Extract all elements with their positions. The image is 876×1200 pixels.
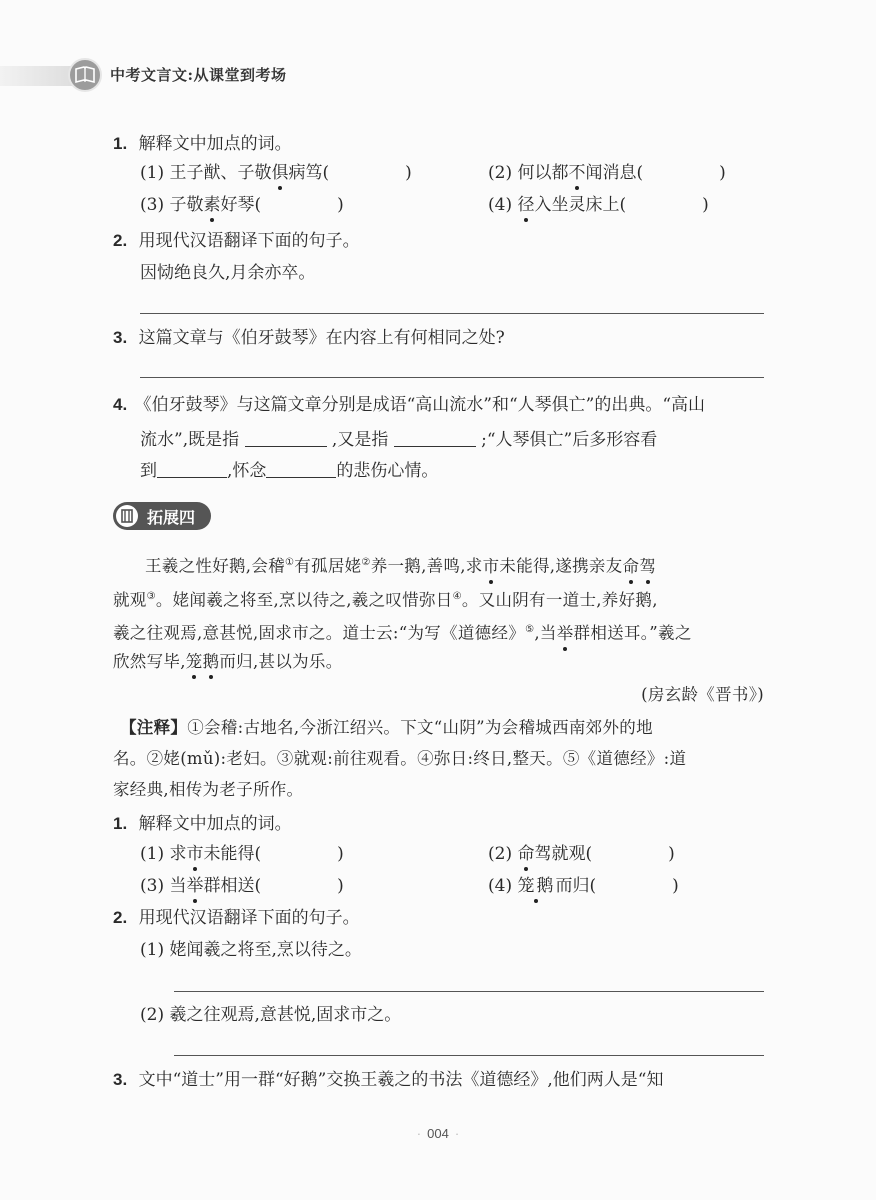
passage-text: 群相送耳。”羲之 xyxy=(573,623,692,643)
dotted-word: 素 xyxy=(203,195,221,215)
dotted-word: 径 xyxy=(517,195,535,215)
paren-close: ) xyxy=(672,876,679,896)
answer-line[interactable] xyxy=(140,313,764,314)
ext-question-3 xyxy=(113,1069,663,1091)
question-prompt: 解释文中加点的词。 xyxy=(138,134,292,154)
question-number: 1. xyxy=(113,814,128,833)
question-number: 2. xyxy=(113,908,128,927)
question-number: 2. xyxy=(113,231,128,250)
item-text: (4) xyxy=(488,195,518,215)
q1-item-1 xyxy=(140,162,412,184)
notes-text: ①会稽:古地名,今浙江绍兴。下文“山阴”为会稽城西南郊外的地 xyxy=(187,718,653,737)
page-dash-left: · xyxy=(416,1126,422,1141)
q4-text: ;“人琴俱亡”后多形容看 xyxy=(481,430,658,450)
answer-line[interactable] xyxy=(174,991,764,992)
item-text: (3) 当 xyxy=(140,876,187,896)
passage-line-1 xyxy=(145,552,656,578)
dotted-word: 笼鹅 xyxy=(517,876,556,896)
q4-line-2 xyxy=(140,428,657,451)
passage-text: 欣然写毕, xyxy=(113,652,186,671)
dotted-word: 鹅 xyxy=(202,652,220,671)
dotted-word: 驾 xyxy=(639,556,657,576)
passage-text: 而归,甚以为乐。 xyxy=(219,652,343,671)
question-prompt: 解释文中加点的词。 xyxy=(138,814,292,834)
passage-line-2 xyxy=(113,586,658,612)
fill-blank[interactable] xyxy=(157,459,227,478)
q4-text: 到 xyxy=(140,461,157,481)
q1-item-3 xyxy=(140,194,344,216)
ext-question-2 xyxy=(113,907,360,929)
item-text: 未能得( xyxy=(203,844,262,864)
dotted-word: 市 xyxy=(186,844,204,864)
page-number: 004 xyxy=(427,1126,449,1141)
q2-sentence: 因恸绝良久,月余亦卒。 xyxy=(140,263,316,283)
passage-text: 羲之往观焉,意甚悦,固求市之。道士云:“为写《道德经》 xyxy=(113,623,526,643)
notes-line-3: 家经典,相传为老子所作。 xyxy=(113,780,304,799)
ext-q1-item-4 xyxy=(488,875,679,897)
note-ref: ③ xyxy=(146,591,156,602)
ext-q1-item-3 xyxy=(140,875,344,897)
answer-line[interactable] xyxy=(140,377,764,378)
ext-q2-sentence-2: (2) 羲之往观焉,意甚悦,固求市之。 xyxy=(140,1005,402,1025)
page-dash-right: · xyxy=(454,1126,460,1141)
dotted-word: 命 xyxy=(517,844,535,864)
question-number: 1. xyxy=(113,134,128,153)
passage-line-4 xyxy=(113,651,343,673)
q4-line-3 xyxy=(140,459,438,482)
passage-text: 就观 xyxy=(113,590,147,610)
item-text: (1) 求 xyxy=(140,844,187,864)
paren-close: ) xyxy=(719,163,726,183)
passage-text: 王羲之性好鹅,会稽 xyxy=(145,556,285,576)
passage-text: 未能得,遂携亲友 xyxy=(499,556,623,576)
question-4 xyxy=(113,394,705,416)
q4-text: ,又是指 xyxy=(331,430,389,450)
ext-q2-sentence-1: (1) 姥闻羲之将至,烹以待之。 xyxy=(140,940,362,960)
dotted-word: 不 xyxy=(568,163,586,183)
q4-text: 流水”,既是指 xyxy=(140,430,240,450)
question-number: 3. xyxy=(113,1070,128,1089)
question-number: 3. xyxy=(113,328,128,347)
dotted-word: 市 xyxy=(482,556,500,576)
dotted-word: 笼 xyxy=(185,652,203,671)
section-badge-label: 拓展四 xyxy=(147,508,196,527)
q4-text: ,怀念 xyxy=(227,461,267,481)
passage-text: 有孤居姥 xyxy=(294,556,362,576)
item-text: 好琴( xyxy=(220,195,262,215)
dotted-word: 举 xyxy=(556,623,574,643)
passage-text: 。姥闻羲之将至,烹以待之,羲之叹惜弥日 xyxy=(155,590,453,610)
item-text: (4) xyxy=(488,876,518,896)
ext-q1-item-1 xyxy=(140,843,344,865)
item-text: 病笃( xyxy=(288,163,330,183)
book-icon xyxy=(116,505,138,527)
question-prompt: 用现代汉语翻译下面的句子。 xyxy=(138,231,360,251)
dotted-word: 举 xyxy=(186,876,204,896)
passage-text: 。又山阴有一道士,养好鹅, xyxy=(461,590,658,610)
passage-text: ,当 xyxy=(534,623,557,643)
fill-blank[interactable] xyxy=(394,428,476,447)
passage-source: (房玄龄《晋书》) xyxy=(641,685,764,704)
note-ref: ② xyxy=(361,557,371,568)
paren-close: ) xyxy=(337,876,344,896)
dotted-word: 俱 xyxy=(271,163,289,183)
item-text: 闻消息( xyxy=(585,163,644,183)
book-logo-icon xyxy=(68,58,102,92)
section-badge xyxy=(113,502,211,530)
item-text: (3) 子敬 xyxy=(140,195,204,215)
question-number: 4. xyxy=(113,395,128,414)
note-ref: ① xyxy=(284,557,295,568)
q4-text: 的悲伤心情。 xyxy=(336,461,439,481)
paren-close: ) xyxy=(337,844,344,864)
notes-label: 【注释】 xyxy=(120,718,188,737)
item-text: (2) xyxy=(488,844,518,864)
note-ref: ⑤ xyxy=(525,624,535,635)
item-text: 入坐灵床上( xyxy=(534,195,627,215)
paren-close: ) xyxy=(668,844,675,864)
item-text: (1) 王子猷、子敬 xyxy=(140,163,272,183)
notes-line-2: 名。②姥(mǔ):老妇。③就观:前往观看。④弥日:终日,整天。⑤《道德经》:道 xyxy=(113,749,687,768)
ext-q1-item-2 xyxy=(488,843,675,865)
question-2 xyxy=(113,230,360,252)
question-prompt: 文中“道士”用一群“好鹅”交换王羲之的书法《道德经》,他们两人是“知 xyxy=(138,1070,664,1090)
paren-close: ) xyxy=(702,195,709,215)
fill-blank[interactable] xyxy=(245,428,327,447)
answer-line[interactable] xyxy=(174,1055,764,1056)
book-title: 中考文言文:从课堂到考场 xyxy=(110,66,287,84)
question-1 xyxy=(113,133,292,155)
paren-close: ) xyxy=(405,163,412,183)
question-3 xyxy=(113,327,505,349)
question-prompt: 这篇文章与《伯牙鼓琴》在内容上有何相同之处? xyxy=(138,328,505,348)
page-number-row xyxy=(0,1126,876,1141)
q1-item-4 xyxy=(488,194,709,216)
dotted-word: 命 xyxy=(622,556,640,576)
item-text: 群相送( xyxy=(203,876,262,896)
question-prompt: 用现代汉语翻译下面的句子。 xyxy=(138,908,360,928)
ext-question-1 xyxy=(113,813,292,835)
note-ref: ④ xyxy=(452,591,462,602)
notes-line-1 xyxy=(120,717,653,739)
item-text: 而归( xyxy=(555,876,597,896)
item-text: (2) 何以都 xyxy=(488,163,569,183)
passage-line-3 xyxy=(113,619,692,645)
question-text: 《伯牙鼓琴》与这篇文章分别是成语“高山流水”和“人琴俱亡”的出典。“高山 xyxy=(134,395,706,415)
fill-blank[interactable] xyxy=(266,459,336,478)
item-text: 驾就观( xyxy=(534,844,593,864)
paren-close: ) xyxy=(337,195,344,215)
q1-item-2 xyxy=(488,162,726,184)
passage-text: 养一鹅,善鸣,求 xyxy=(370,556,483,576)
